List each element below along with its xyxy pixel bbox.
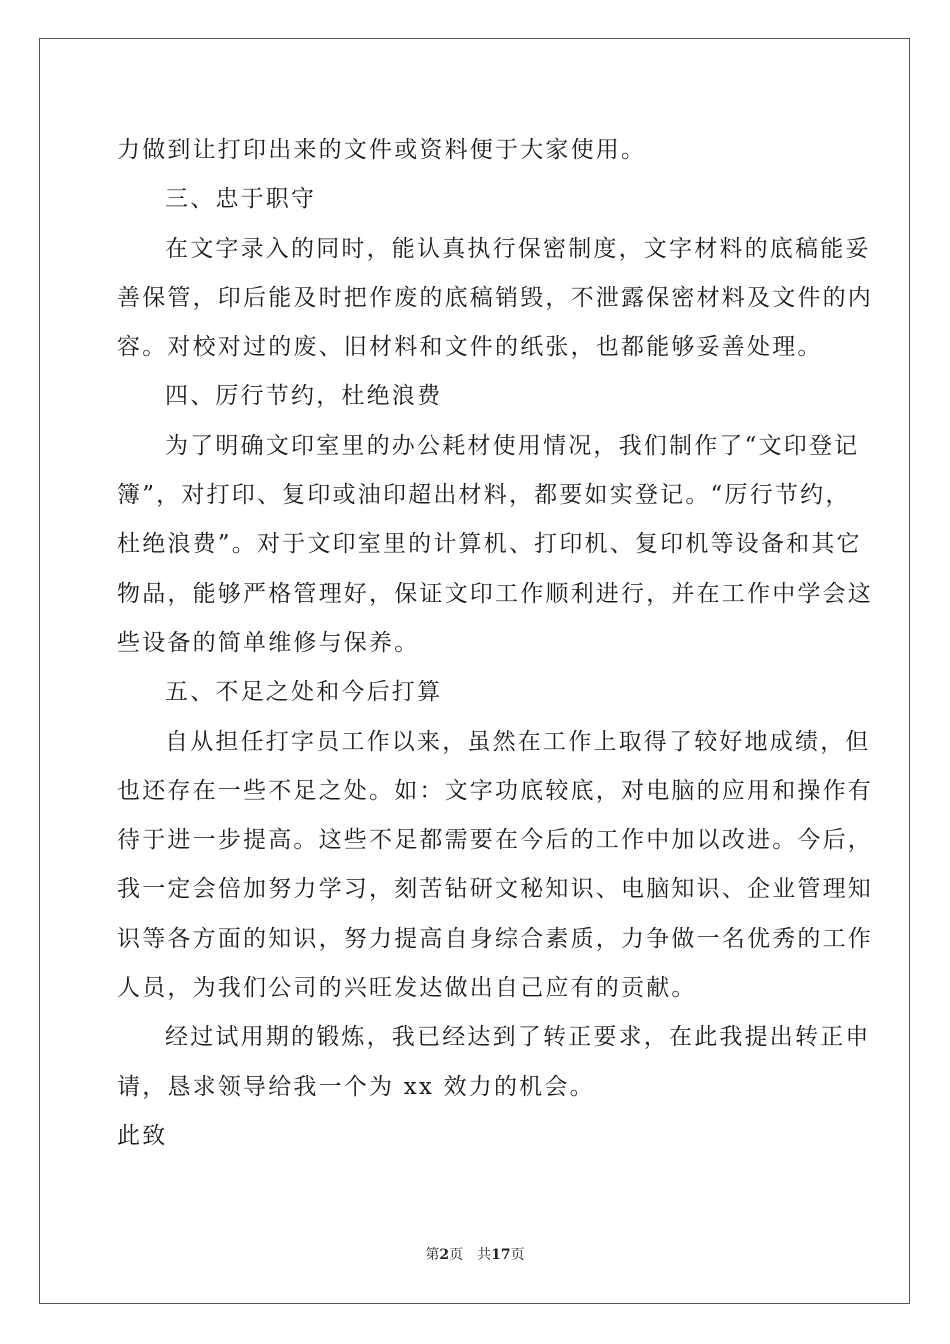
text-line: 杜绝浪费”。对于文印室里的计算机、打印机、复印机等设备和其它 [117, 531, 862, 558]
section-heading: 五、不足之处和今后打算 [165, 679, 443, 706]
text-line: 些设备的简单维修与保养。 [117, 629, 420, 656]
document-body [117, 126, 873, 1161]
page-suffix: 页 [449, 1247, 464, 1263]
section-heading: 四、厉行节约，杜绝浪费 [165, 383, 443, 410]
text-line: 人员，为我们公司的兴旺发达做出自己应有的贡献。 [117, 975, 697, 1002]
text-line: 善保管，印后能及时把作废的底稿销毁，不泄露保密材料及文件的内 [117, 284, 873, 311]
text-line: 也还存在一些不足之处。如：文字功底较底，对电脑的应用和操作有 [117, 777, 873, 804]
closing-salutation: 此致 [117, 1122, 168, 1149]
text-line: 我一定会倍加努力学习，刻苦钻研文秘知识、电脑知识、企业管理知 [117, 876, 873, 903]
text-line: 簿”，对打印、复印或油印超出材料，都要如实登记。“厉行节约， [117, 482, 851, 509]
text-line: 力做到让打印出来的文件或资料便于大家使用。 [117, 137, 647, 163]
page-number: 2 [439, 1247, 450, 1263]
text-line: 经过试用期的锻炼，我已经达到了转正要求，在此我提出转正申 [165, 1024, 871, 1051]
text-line: 请，恳求领导给我一个为 xx 效力的机会。 [117, 1073, 595, 1100]
text-line: 自从担任打字员工作以来，虽然在工作上取得了较好地成绩，但 [165, 728, 871, 755]
total-prefix: 共 [477, 1247, 492, 1263]
text-line: 在文字录入的同时，能认真执行保密制度，文字材料的底稿能妥 [165, 235, 871, 262]
page-footer [0, 1246, 950, 1264]
section-heading: 三、忠于职守 [165, 186, 317, 213]
text-line: 待于进一步提高。这些不足都需要在今后的工作中加以改进。今后， [117, 827, 873, 854]
text-line: 识等各方面的知识，努力提高自身综合素质，力争做一名优秀的工作 [117, 925, 873, 952]
total-pages: 17 [491, 1247, 511, 1263]
text-line: 容。对校对过的废、旧材料和文件的纸张，也都能够妥善处理。 [117, 334, 823, 361]
page-prefix: 第 [425, 1247, 440, 1263]
text-line: 为了明确文印室里的办公耗材使用情况，我们制作了“文印登记 [165, 432, 860, 459]
text-line: 物品，能够严格管理好，保证文印工作顺利进行，并在工作中学会这 [117, 580, 873, 607]
total-suffix: 页 [510, 1247, 525, 1263]
